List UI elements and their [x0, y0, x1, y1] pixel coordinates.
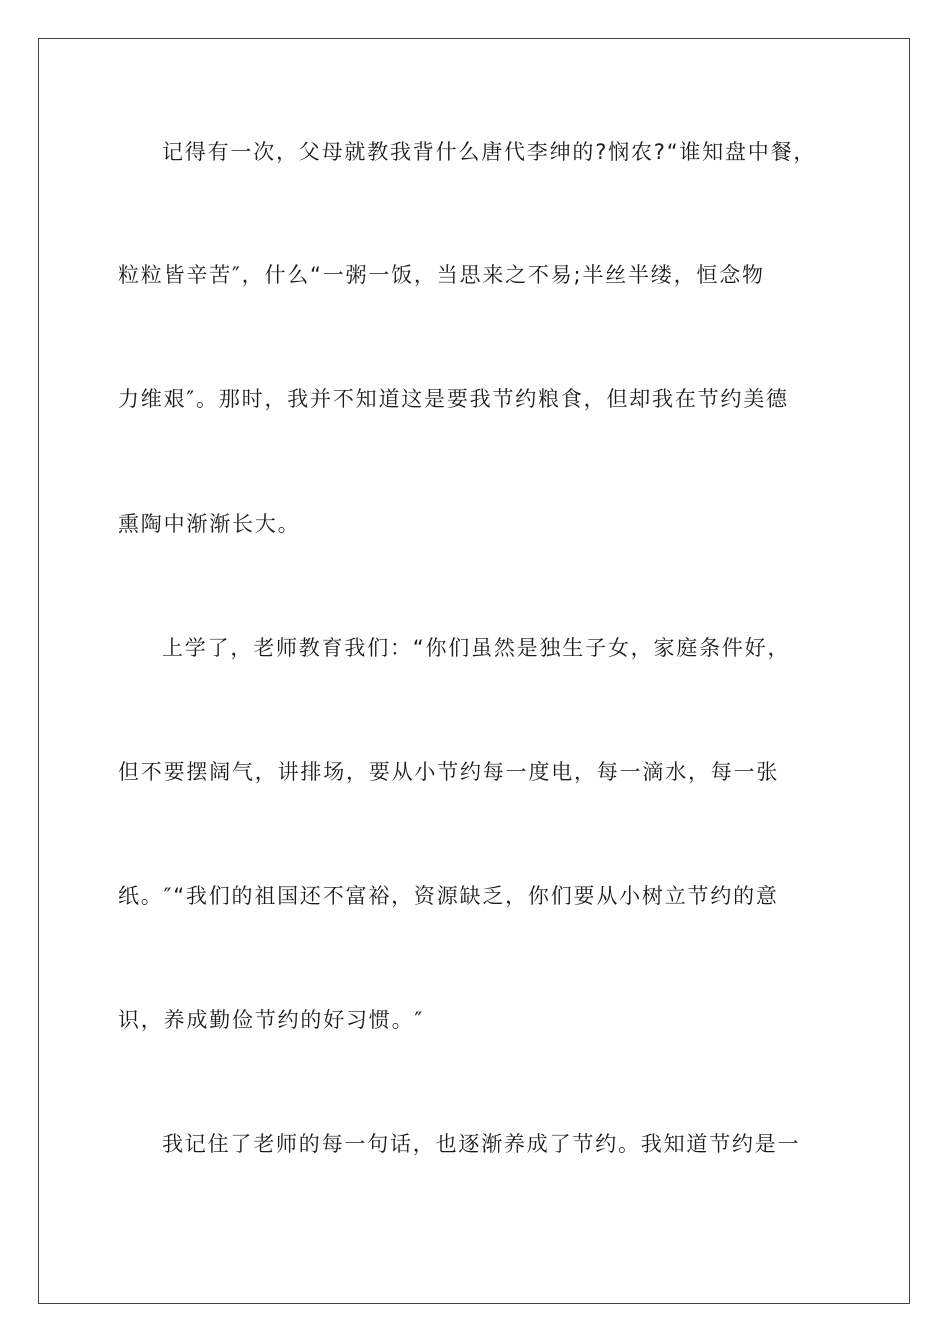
text-line: 纸。″“我们的祖国还不富裕，资源缺乏，你们要从小树立节约的意 [118, 884, 779, 908]
text-line: 熏陶中渐渐长大。 [118, 512, 301, 536]
text-line: 我记住了老师的每一句话，也逐渐养成了节约。我知道节约是一 [162, 1132, 801, 1156]
text-line: 上学了，老师教育我们：“你们虽然是独生子女，家庭条件好， [162, 636, 791, 660]
text-line: 记得有一次，父母就教我背什么唐代李绅的?悯农?“谁知盘中餐， [162, 140, 817, 164]
page-frame [38, 38, 910, 1304]
text-line: 识，养成勤俭节约的好习惯。″ [118, 1008, 425, 1032]
text-line: 但不要摆阔气，讲排场，要从小节约每一度电，每一滴水，每一张 [118, 760, 780, 784]
text-line: 力维艰″。那时，我并不知道这是要我节约粮食，但却我在节约美德 [118, 387, 789, 411]
text-line: 粒粒皆辛苦″，什么“一粥一饭，当思来之不易;半丝半缕，恒念物 [118, 263, 765, 287]
